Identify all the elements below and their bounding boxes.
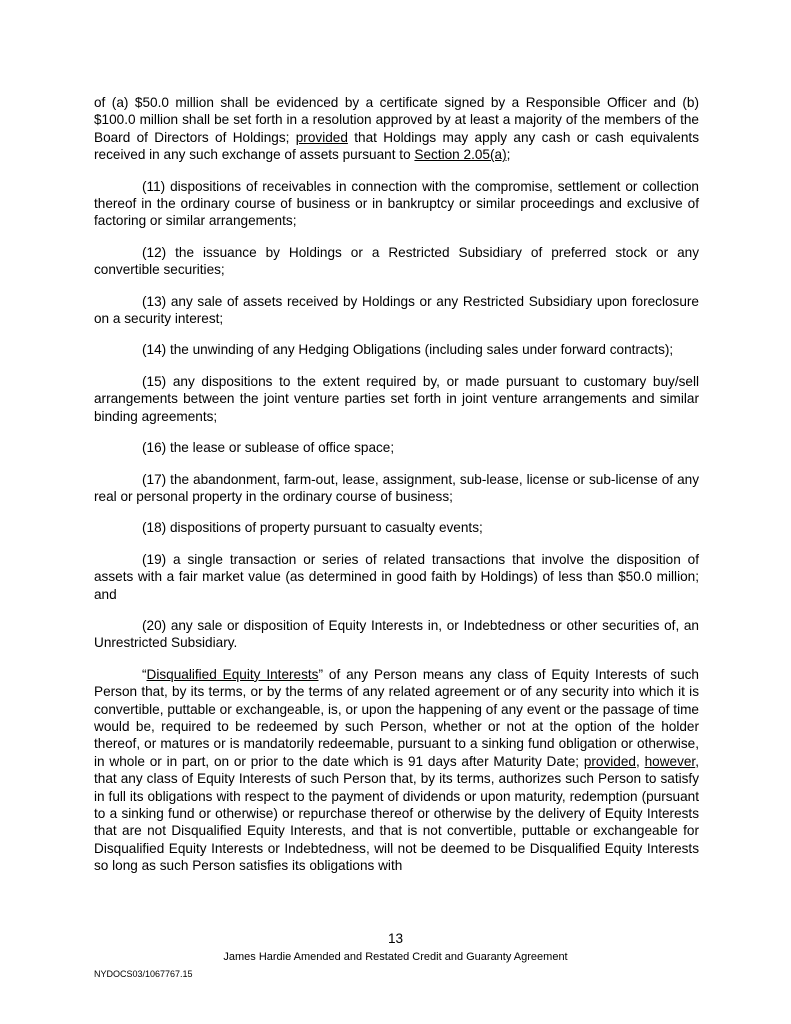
paragraph-19: (19) a single transaction or series of related transactions that involve the disposition of assets with a fair market value (as determined in good faith by Holdings) of less than $50.0 million; and: [94, 551, 699, 602]
p10-text-a: of (a) $50.0 million shall be evidenced by a certificate signed by a Responsible Officer and (b) $100.0 million shall be set forth in a resolution approved by at least a majority of the members of the Board of Directors of Holdings;: [94, 95, 699, 145]
provided-term: provided: [583, 753, 636, 769]
paragraph-20: (20) any sale or disposition of Equity Interests in, or Indebtedness or other securities of, an Unrestricted Subsidiary.: [94, 617, 699, 651]
section-reference-link[interactable]: Section 2.05(a): [414, 147, 507, 163]
p10-text-b: that Holdings may apply any cash or cash equivalents received in any such exchange of assets pursuant to: [94, 129, 699, 163]
paragraph-18: (18) dispositions of property pursuant to casualty events;: [142, 520, 483, 536]
paragraph-14: (14) the unwinding of any Hedging Obligations (including sales under forward contracts);: [142, 342, 674, 358]
provided-term: provided: [295, 129, 348, 145]
paragraph-10-continuation: [94, 94, 699, 164]
page-number: 13: [387, 931, 404, 946]
paragraph-17: (17) the abandonment, farm-out, lease, assignment, sub-lease, license or sub-license of any real or personal property in the ordinary course of business;: [94, 471, 699, 504]
paragraph-12: (12) the issuance by Holdings or a Restricted Subsidiary of preferred stock or any convertible securities;: [94, 244, 699, 278]
definition-comma: ,: [636, 753, 645, 769]
p10-text-c: ;: [506, 147, 511, 163]
paragraph-16: (16) the lease or sublease of office space;: [142, 440, 395, 456]
however-term: however: [644, 753, 696, 769]
paragraph-13: (13) any sale of assets received by Holdings or any Restricted Subsidiary upon foreclosure on a security interest;: [94, 293, 699, 327]
definition-disqualified-equity-interests: [94, 666, 699, 875]
document-id: NYDOCS03/1067767.15: [94, 969, 193, 979]
footer-agreement-title: James Hardie Amended and Restated Credit and Guaranty Agreement: [223, 951, 568, 963]
definition-text-a: ” of any Person means any class of Equity Interests of such Person that, by its terms, or by the terms of any related agreement or of any security into which it is convertible, puttable or exchangeable, is, or upon the happening of any event or the passage of time would be, required to be redeemed by such Person, whether or not at the option of the holder thereof, or matures or is mandatorily redeemable, pursuant to a sinking fund obligation or otherwise, in whole or in part, on or prior to the date which is 91 days after Maturity Date;: [94, 666, 699, 769]
document-body: [94, 94, 699, 889]
paragraph-11: (11) dispositions of receivables in connection with the compromise, settlement or collection thereof in the ordinary course of business or in bankruptcy or similar proceedings and exclusive of factoring or similar arrangements;: [94, 178, 699, 229]
defined-term: Disqualified Equity Interests: [146, 666, 319, 682]
open-quote: “: [142, 666, 147, 682]
paragraph-15: (15) any dispositions to the extent required by, or made pursuant to customary buy/sell arrangements between the joint venture parties set forth in joint venture arrangements and similar binding agreements;: [94, 373, 699, 424]
definition-text-b: , that any class of Equity Interests of such Person that, by its terms, authorizes such Person to satisfy in full its obligations with respect to the payment of dividends or upon maturity, redemption (pursuant to a sinking fund or otherwise) or repurchase thereof or otherwise by the delivery of Equity Interests that are not Disqualified Equity Interests, and that is not convertible, puttable or exchangeable for Disqualified Equity Interests or Indebtedness, will not be deemed to be Disqualified Equity Interests so long as such Person satisfies its obligations with: [94, 753, 699, 874]
